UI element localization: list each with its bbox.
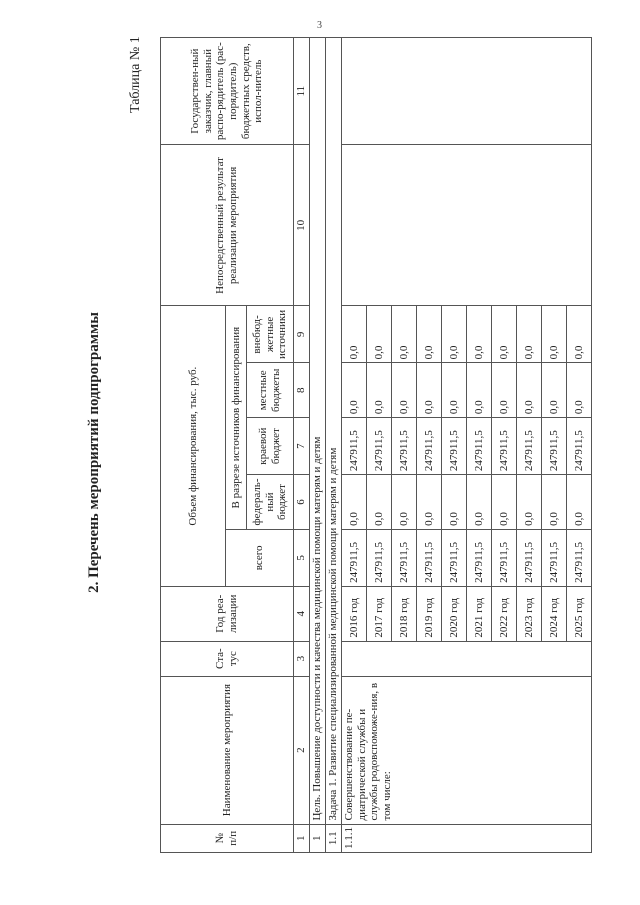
header-result: Непосредственный результат реализации мероприятия — [161, 145, 294, 306]
header-year: Год реа-лизации — [161, 586, 294, 641]
regional-cell: 247911,5 — [567, 418, 592, 475]
regional-cell: 247911,5 — [367, 418, 392, 475]
offbudget-cell: 0,0 — [417, 306, 442, 363]
header-funding: Объем финансирования, тыс. руб. — [161, 306, 226, 586]
year-cell: 2024 год — [542, 586, 567, 641]
federal-cell: 0,0 — [367, 475, 392, 530]
federal-cell: 0,0 — [342, 475, 367, 530]
regional-cell: 247911,5 — [467, 418, 492, 475]
offbudget-cell: 0,0 — [542, 306, 567, 363]
federal-cell: 0,0 — [567, 475, 592, 530]
total-cell: 247911,5 — [442, 529, 467, 586]
local-cell: 0,0 — [517, 363, 542, 418]
regional-cell: 247911,5 — [392, 418, 417, 475]
table-row — [342, 38, 367, 853]
column-number: 4 — [294, 586, 310, 641]
offbudget-cell: 0,0 — [342, 306, 367, 363]
header-num: № п/п — [161, 824, 294, 852]
year-cell: 2016 год — [342, 586, 367, 641]
task-text: Задача 1. Развитие специализированной медицинской помощи матерям и детям — [326, 38, 342, 825]
header-by-source: В разрезе источников финансирования — [226, 306, 247, 529]
offbudget-cell: 0,0 — [567, 306, 592, 363]
local-cell: 0,0 — [467, 363, 492, 418]
page-number: 3 — [317, 20, 322, 31]
offbudget-cell: 0,0 — [467, 306, 492, 363]
measure-status — [342, 641, 592, 676]
local-cell: 0,0 — [442, 363, 467, 418]
total-cell: 247911,5 — [417, 529, 442, 586]
header-local: местные бюджеты — [247, 363, 294, 418]
offbudget-cell: 0,0 — [492, 306, 517, 363]
federal-cell: 0,0 — [442, 475, 467, 530]
header-federal: федераль-ный бюджет — [247, 475, 294, 530]
column-numbers-row — [294, 38, 310, 853]
column-number: 9 — [294, 306, 310, 363]
measure-customer — [342, 38, 592, 145]
regional-cell: 247911,5 — [342, 418, 367, 475]
regional-cell: 247911,5 — [442, 418, 467, 475]
total-cell: 247911,5 — [517, 529, 542, 586]
total-cell: 247911,5 — [467, 529, 492, 586]
local-cell: 0,0 — [342, 363, 367, 418]
header-row — [161, 38, 226, 853]
column-number: 3 — [294, 641, 310, 676]
local-cell: 0,0 — [392, 363, 417, 418]
page-title: 2. Перечень мероприятий подпрограммы — [86, 312, 102, 593]
total-cell: 247911,5 — [392, 529, 417, 586]
year-cell: 2022 год — [492, 586, 517, 641]
header-regional: краевой бюджет — [247, 418, 294, 475]
goal-row — [310, 38, 326, 853]
year-cell: 2019 год — [417, 586, 442, 641]
column-number: 2 — [294, 676, 310, 824]
local-cell: 0,0 — [367, 363, 392, 418]
year-cell: 2020 год — [442, 586, 467, 641]
column-number: 8 — [294, 363, 310, 418]
federal-cell: 0,0 — [492, 475, 517, 530]
total-cell: 247911,5 — [567, 529, 592, 586]
header-offbudget: внебюд-жетные источники — [247, 306, 294, 363]
header-name: Наименование мероприятия — [161, 676, 294, 824]
offbudget-cell: 0,0 — [392, 306, 417, 363]
task-num: 1.1 — [326, 824, 342, 852]
federal-cell: 0,0 — [417, 475, 442, 530]
column-number: 6 — [294, 475, 310, 530]
total-cell: 247911,5 — [342, 529, 367, 586]
local-cell: 0,0 — [542, 363, 567, 418]
regional-cell: 247911,5 — [517, 418, 542, 475]
regional-cell: 247911,5 — [492, 418, 517, 475]
total-cell: 247911,5 — [542, 529, 567, 586]
measures-table — [160, 37, 592, 853]
regional-cell: 247911,5 — [542, 418, 567, 475]
goal-text: Цель. Повышение доступности и качества медицинской помощи матерям и детям — [310, 38, 326, 825]
local-cell: 0,0 — [417, 363, 442, 418]
offbudget-cell: 0,0 — [517, 306, 542, 363]
year-cell: 2018 год — [392, 586, 417, 641]
header-total: всего — [226, 529, 294, 586]
header-status: Ста-тус — [161, 641, 294, 676]
total-cell: 247911,5 — [492, 529, 517, 586]
year-cell: 2017 год — [367, 586, 392, 641]
column-number: 1 — [294, 824, 310, 852]
measure-result — [342, 145, 592, 306]
measure-num: 1.1.1 — [342, 824, 592, 852]
local-cell: 0,0 — [492, 363, 517, 418]
federal-cell: 0,0 — [542, 475, 567, 530]
column-number: 7 — [294, 418, 310, 475]
year-cell: 2021 год — [467, 586, 492, 641]
year-cell: 2025 год — [567, 586, 592, 641]
column-number: 5 — [294, 529, 310, 586]
table-label: Таблица № 1 — [128, 36, 143, 113]
header-customer: Государствен-ный заказчик, главный распо-рядитель (рас-порядитель) бюджетных средств, испол-нитель — [161, 38, 294, 145]
offbudget-cell: 0,0 — [367, 306, 392, 363]
regional-cell: 247911,5 — [417, 418, 442, 475]
column-number: 11 — [294, 38, 310, 145]
goal-num: 1 — [310, 824, 326, 852]
measure-name: Совершенствование пе-диатрической службы и службы родовспоможе-ния, в том числе: — [342, 676, 592, 824]
total-cell: 247911,5 — [367, 529, 392, 586]
column-number: 10 — [294, 145, 310, 306]
local-cell: 0,0 — [567, 363, 592, 418]
offbudget-cell: 0,0 — [442, 306, 467, 363]
federal-cell: 0,0 — [392, 475, 417, 530]
federal-cell: 0,0 — [467, 475, 492, 530]
year-cell: 2023 год — [517, 586, 542, 641]
federal-cell: 0,0 — [517, 475, 542, 530]
task-row — [326, 38, 342, 853]
